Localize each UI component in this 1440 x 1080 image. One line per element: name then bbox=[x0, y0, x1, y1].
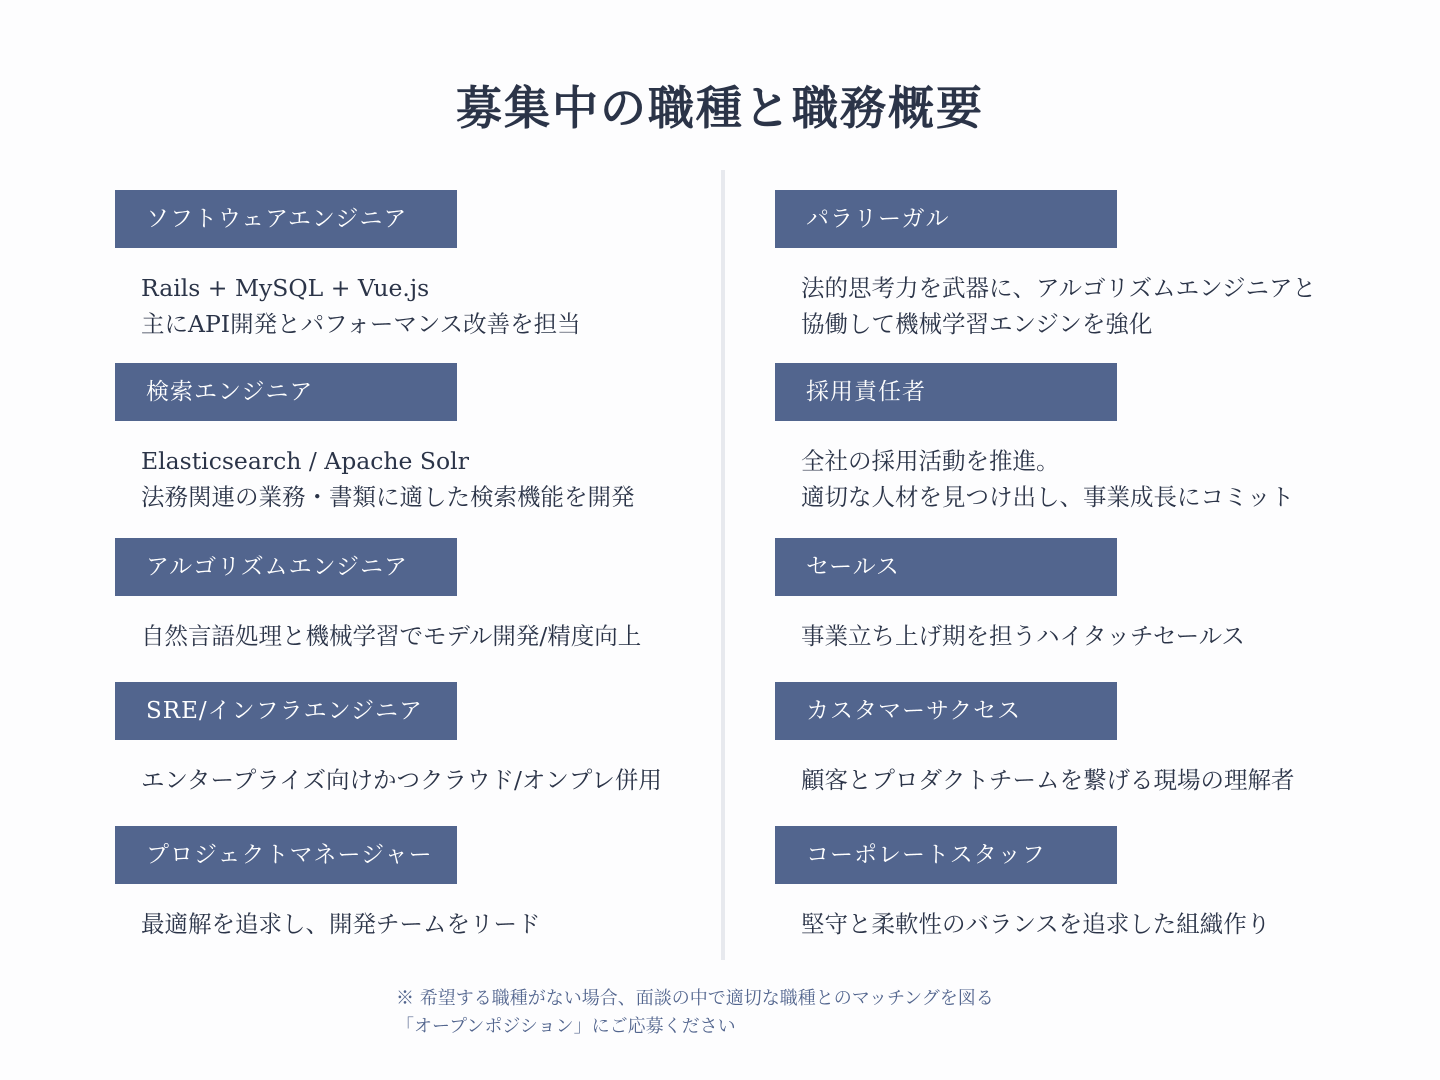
role-label: 検索エンジニア bbox=[115, 363, 457, 421]
role-label: セールス bbox=[775, 538, 1117, 596]
role-description-line: エンタープライズ向けかつクラウド/オンプレ併用 bbox=[141, 766, 662, 794]
role-description-line: 適切な人材を見つけ出し、事業成長にコミット bbox=[801, 483, 1295, 511]
role-description-line: 堅守と柔軟性のバランスを追求した組織作り bbox=[801, 910, 1271, 938]
role-description-line: 法的思考力を武器に、アルゴリズムエンジニアと bbox=[801, 274, 1317, 302]
role-project-manager bbox=[115, 826, 756, 942]
role-description-line: 最適解を追求し、開発チームをリード bbox=[141, 910, 541, 938]
role-sre-infra-engineer bbox=[115, 682, 756, 798]
role-description-line: 主にAPI開発とパフォーマンス改善を担当 bbox=[141, 310, 581, 338]
role-paralegal bbox=[775, 190, 1416, 342]
role-label: コーポレートスタッフ bbox=[775, 826, 1117, 884]
role-description-line: 事業立ち上げ期を担うハイタッチセールス bbox=[801, 622, 1245, 650]
role-label: アルゴリズムエンジニア bbox=[115, 538, 457, 596]
role-description-line: 全社の採用活動を推進。 bbox=[801, 447, 1060, 475]
role-description-line: Elasticsearch / Apache Solr bbox=[141, 447, 469, 475]
role-description bbox=[115, 906, 756, 942]
role-description-line: Rails + MySQL + Vue.js bbox=[141, 274, 430, 302]
role-description bbox=[775, 762, 1416, 798]
role-description bbox=[115, 618, 756, 654]
role-corporate-staff bbox=[775, 826, 1416, 942]
role-description bbox=[115, 443, 756, 515]
role-description-line: 協働して機械学習エンジンを強化 bbox=[801, 310, 1153, 338]
role-label: 採用責任者 bbox=[775, 363, 1117, 421]
role-description bbox=[775, 906, 1416, 942]
role-recruiting-lead bbox=[775, 363, 1416, 515]
role-search-engineer bbox=[115, 363, 756, 515]
role-description bbox=[115, 270, 756, 342]
role-description-line: 法務関連の業務・書類に適した検索機能を開発 bbox=[141, 483, 635, 511]
role-description-line: 自然言語処理と機械学習でモデル開発/精度向上 bbox=[141, 622, 642, 650]
role-software-engineer bbox=[115, 190, 756, 342]
role-label: ソフトウェアエンジニア bbox=[115, 190, 457, 248]
role-description bbox=[775, 270, 1416, 342]
role-description bbox=[115, 762, 756, 798]
role-label: プロジェクトマネージャー bbox=[115, 826, 457, 884]
role-customer-success bbox=[775, 682, 1416, 798]
open-position-note bbox=[396, 985, 994, 1041]
role-algorithm-engineer bbox=[115, 538, 756, 654]
role-label: パラリーガル bbox=[775, 190, 1117, 248]
role-sales bbox=[775, 538, 1416, 654]
note-line: ※ 希望する職種がない場合、面談の中で適切な職種とのマッチングを図る bbox=[396, 988, 994, 1009]
role-description bbox=[775, 443, 1416, 515]
role-description bbox=[775, 618, 1416, 654]
role-label: カスタマーサクセス bbox=[775, 682, 1117, 740]
note-line: 「オープンポジション」にご応募ください bbox=[396, 1016, 736, 1037]
role-label: SRE/インフラエンジニア bbox=[115, 682, 457, 740]
role-description-line: 顧客とプロダクトチームを繋げる現場の理解者 bbox=[801, 766, 1295, 794]
page-title: 募集中の職種と職務概要 bbox=[456, 81, 984, 135]
